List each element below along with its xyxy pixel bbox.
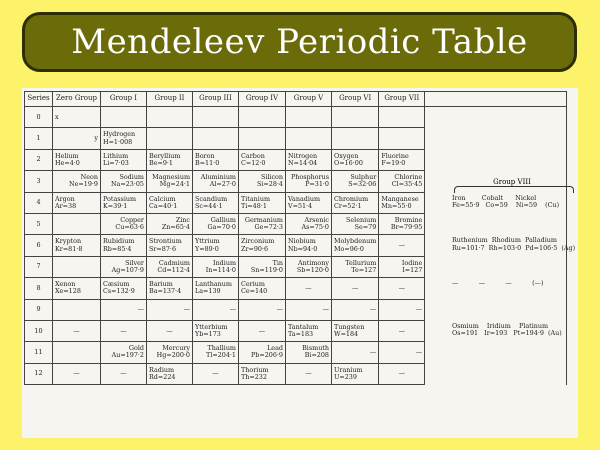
series-number: 9 <box>25 299 53 320</box>
element-cell: y <box>53 128 101 149</box>
element-cell: Sodium Na=23·05 <box>101 171 147 192</box>
header-group-viii-space <box>425 92 567 107</box>
series-number: 8 <box>25 278 53 299</box>
element-cell: Manganese Mn=55·0 <box>379 192 425 213</box>
table-row <box>25 342 567 363</box>
element-cell <box>53 299 101 320</box>
group-viii-cell <box>425 363 567 384</box>
element-cell: Tungsten W=184 <box>332 320 379 341</box>
group-viii-cell <box>425 299 567 320</box>
element-cell: Rubidium Rb=85·4 <box>101 235 147 256</box>
element-cell: — <box>379 278 425 299</box>
group-viii-brace <box>454 186 574 193</box>
element-cell: — <box>332 342 379 363</box>
element-cell: — <box>379 320 425 341</box>
header-2: Group I <box>101 92 147 107</box>
element-cell: Thorium Th=232 <box>239 363 286 384</box>
series-number: 4 <box>25 192 53 213</box>
element-cell: Silicon Si=28·4 <box>239 171 286 192</box>
header-8: Group VII <box>379 92 425 107</box>
element-cell: — <box>53 320 101 341</box>
group-viii-entry: Ruthenium Rhodium Palladium Ru=101·7 Rh=103·0 Pd=106·5 (Ag) <box>452 236 576 252</box>
header-4: Group III <box>193 92 239 107</box>
element-cell <box>147 107 193 128</box>
element-cell: Magnesium Mg=24·1 <box>147 171 193 192</box>
element-cell: Potassium K=39·1 <box>101 192 147 213</box>
element-cell: Fluorine F=19·0 <box>379 149 425 170</box>
element-cell: — <box>101 320 147 341</box>
table-row <box>25 149 567 170</box>
element-cell: Copper Cu=63·6 <box>101 213 147 234</box>
group-viii-cell <box>425 256 567 277</box>
title-banner <box>22 12 577 72</box>
element-cell: — <box>53 363 101 384</box>
series-number: 10 <box>25 320 53 341</box>
element-cell: Lead Pb=206·9 <box>239 342 286 363</box>
series-number: 6 <box>25 235 53 256</box>
group-viii-cell <box>425 128 567 149</box>
group-viii-label: Group VIII <box>493 178 531 186</box>
table-row <box>25 363 567 384</box>
element-cell: Germanium Ge=72·3 <box>239 213 286 234</box>
table-row <box>25 128 567 149</box>
element-cell: Antimony Sb=120·0 <box>286 256 332 277</box>
periodic-table-sheet <box>22 88 578 438</box>
element-cell: — <box>193 363 239 384</box>
page-title: Mendeleev Periodic Table <box>71 22 528 62</box>
element-cell: Titanium Ti=48·1 <box>239 192 286 213</box>
series-number: 3 <box>25 171 53 192</box>
element-cell: — <box>147 299 193 320</box>
element-cell: Indium In=114·0 <box>193 256 239 277</box>
header-0: Series <box>25 92 53 107</box>
element-cell: Yttrium Y=89·0 <box>193 235 239 256</box>
element-cell: Cadmium Cd=112·4 <box>147 256 193 277</box>
element-cell <box>53 256 101 277</box>
element-cell <box>286 107 332 128</box>
table-row <box>25 256 567 277</box>
element-cell: x <box>53 107 101 128</box>
element-cell: Chromium Cr=52·1 <box>332 192 379 213</box>
element-cell: Vanadium V=51·4 <box>286 192 332 213</box>
element-cell: Gold Au=197·2 <box>101 342 147 363</box>
element-cell: — <box>379 363 425 384</box>
element-cell: — <box>101 299 147 320</box>
element-cell: Tin Sn=119·0 <box>239 256 286 277</box>
element-cell: Thallium Tl=204·1 <box>193 342 239 363</box>
header-3: Group II <box>147 92 193 107</box>
element-cell: — <box>379 235 425 256</box>
element-cell: Zinc Zn=65·4 <box>147 213 193 234</box>
element-cell <box>239 128 286 149</box>
element-cell: — <box>332 278 379 299</box>
element-cell: Scandium Sc=44·1 <box>193 192 239 213</box>
element-cell <box>286 128 332 149</box>
table-row <box>25 299 567 320</box>
element-cell: Beryllium Be=9·1 <box>147 149 193 170</box>
element-cell: Lithium Li=7·03 <box>101 149 147 170</box>
element-cell: Argon Ar=38 <box>53 192 101 213</box>
element-cell: Hydrogen H=1·008 <box>101 128 147 149</box>
element-cell: Krypton Kr=81·8 <box>53 235 101 256</box>
element-cell: Strontium Sr=87·6 <box>147 235 193 256</box>
series-number: 11 <box>25 342 53 363</box>
element-cell <box>379 107 425 128</box>
element-cell: Iodine I=127 <box>379 256 425 277</box>
element-cell: Sulphur S=32·06 <box>332 171 379 192</box>
element-cell: — <box>239 320 286 341</box>
group-viii-entry: — — — (—) <box>452 279 544 288</box>
element-cell: — <box>286 299 332 320</box>
header-6: Group V <box>286 92 332 107</box>
element-cell: Uranium U=239 <box>332 363 379 384</box>
element-cell: — <box>332 299 379 320</box>
element-cell <box>332 128 379 149</box>
element-cell <box>332 107 379 128</box>
series-number: 1 <box>25 128 53 149</box>
element-cell: Chlorine Cl=35·45 <box>379 171 425 192</box>
group-viii-entry: Osmium Iridium Platinum Os=191 Ir=193 Pt=194·9 (Au) <box>452 322 562 338</box>
element-cell: Nitrogen N=14·04 <box>286 149 332 170</box>
element-cell: Cæsium Cs=132·9 <box>101 278 147 299</box>
element-cell: Phosphorus P=31·0 <box>286 171 332 192</box>
element-cell: Aluminium Al=27·0 <box>193 171 239 192</box>
element-cell <box>379 128 425 149</box>
element-cell: Selenium Se=79 <box>332 213 379 234</box>
element-cell: Xenon Xe=128 <box>53 278 101 299</box>
element-cell: Zirconium Zr=90·6 <box>239 235 286 256</box>
element-cell: Niobium Nb=94·0 <box>286 235 332 256</box>
series-number: 0 <box>25 107 53 128</box>
element-cell <box>53 342 101 363</box>
series-number: 2 <box>25 149 53 170</box>
element-cell: Cerium Ce=140 <box>239 278 286 299</box>
element-cell: — <box>286 363 332 384</box>
element-cell: Oxygen O=16·00 <box>332 149 379 170</box>
header-row <box>25 92 567 107</box>
element-cell <box>53 213 101 234</box>
element-cell: Arsenic As=75·0 <box>286 213 332 234</box>
group-viii-entry: Iron Cobalt Nickel Fe=55·9 Co=59 Ni=59 (Cu) <box>452 193 560 209</box>
element-cell: Mercury Hg=200·0 <box>147 342 193 363</box>
element-cell: — <box>286 278 332 299</box>
header-1: Zero Group <box>53 92 101 107</box>
table-row <box>25 107 567 128</box>
series-number: 7 <box>25 256 53 277</box>
element-cell: Barium Ba=137·4 <box>147 278 193 299</box>
element-cell <box>193 128 239 149</box>
element-cell: Lanthanum La=139 <box>193 278 239 299</box>
element-cell: — <box>379 342 425 363</box>
element-cell <box>101 107 147 128</box>
element-cell <box>239 107 286 128</box>
element-cell: — <box>147 320 193 341</box>
series-number: 12 <box>25 363 53 384</box>
element-cell: — <box>239 299 286 320</box>
element-cell <box>193 107 239 128</box>
element-cell: Boron B=11·0 <box>193 149 239 170</box>
group-viii-cell <box>425 342 567 363</box>
element-cell: Molybdenum Mo=96·0 <box>332 235 379 256</box>
element-cell: — <box>379 299 425 320</box>
group-viii-cell <box>425 149 567 170</box>
series-number: 5 <box>25 213 53 234</box>
group-viii-cell <box>425 213 567 234</box>
header-5: Group IV <box>239 92 286 107</box>
element-cell: Tantalum Ta=183 <box>286 320 332 341</box>
group-viii-cell <box>425 107 567 128</box>
table-row <box>25 213 567 234</box>
element-cell: Gallium Ga=70·0 <box>193 213 239 234</box>
element-cell: — <box>193 299 239 320</box>
element-cell: Carbon C=12·0 <box>239 149 286 170</box>
element-cell: — <box>101 363 147 384</box>
element-cell: Neon Ne=19·9 <box>53 171 101 192</box>
element-cell: Radium Rd=224 <box>147 363 193 384</box>
element-cell: Ytterbium Yb=173 <box>193 320 239 341</box>
element-cell: Silver Ag=107·9 <box>101 256 147 277</box>
header-7: Group VI <box>332 92 379 107</box>
element-cell: Bismuth Bi=208 <box>286 342 332 363</box>
element-cell <box>147 128 193 149</box>
element-cell: Helium He=4·0 <box>53 149 101 170</box>
element-cell: Bromine Br=79·95 <box>379 213 425 234</box>
element-cell: Tellurium Te=127 <box>332 256 379 277</box>
element-cell: Calcium Ca=40·1 <box>147 192 193 213</box>
